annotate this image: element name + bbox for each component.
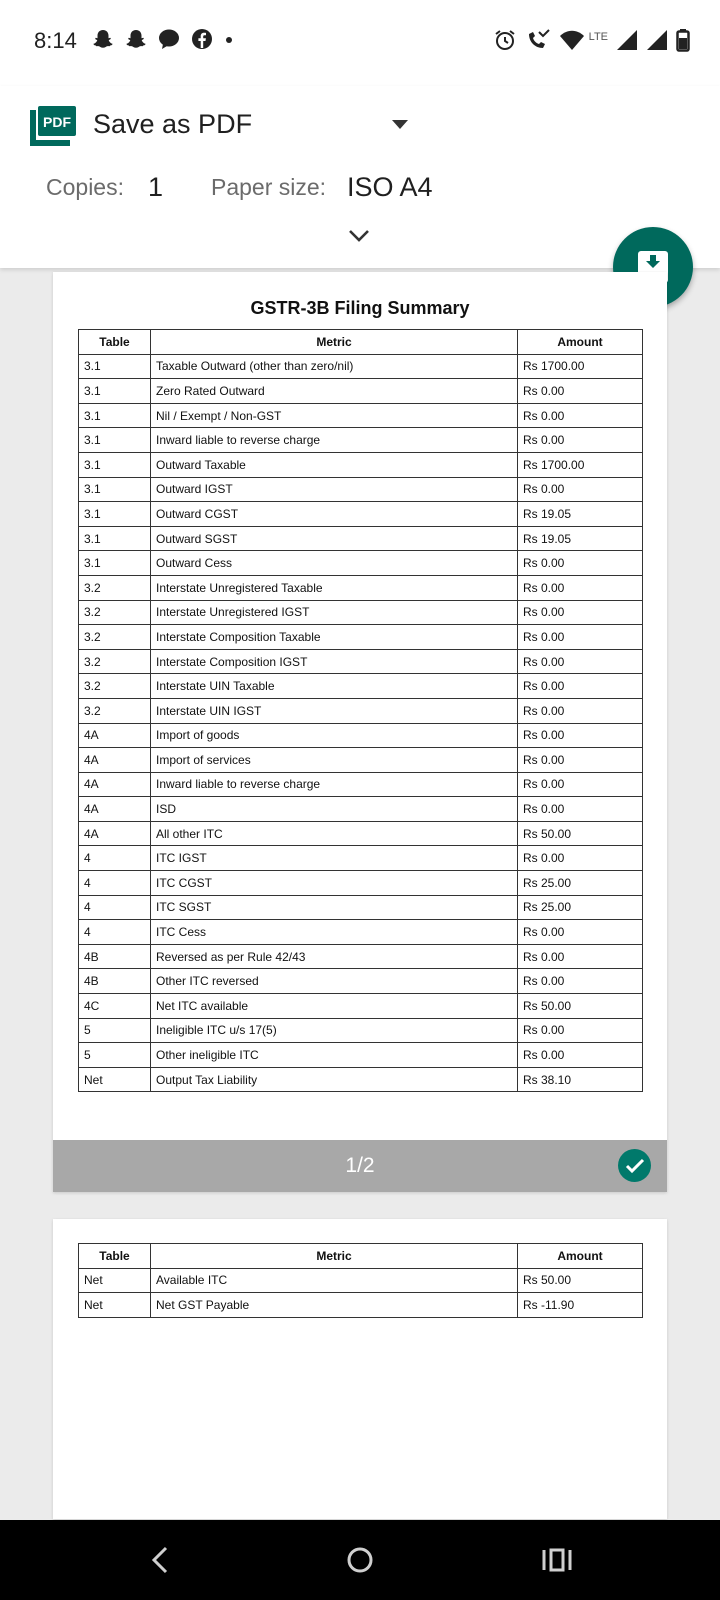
cell-amount: Rs 0.00 bbox=[518, 379, 643, 404]
cell-metric: Net GST Payable bbox=[151, 1293, 518, 1318]
table-row bbox=[79, 797, 643, 822]
table-row bbox=[79, 477, 643, 502]
cell-table: 3.1 bbox=[79, 452, 151, 477]
destination-select[interactable]: Save as PDF bbox=[93, 109, 253, 139]
cell-metric: ITC CGST bbox=[151, 871, 518, 896]
cell-metric: Zero Rated Outward bbox=[151, 379, 518, 404]
cell-table: 3.2 bbox=[79, 649, 151, 674]
alarm-icon bbox=[493, 28, 517, 57]
system-icons bbox=[493, 28, 690, 57]
navigation-bar bbox=[0, 1520, 720, 1600]
table-row bbox=[79, 379, 643, 404]
table-row bbox=[79, 625, 643, 650]
cell-table: 3.1 bbox=[79, 403, 151, 428]
cell-table: 4 bbox=[79, 920, 151, 945]
cell-amount: Rs 50.00 bbox=[518, 1268, 643, 1293]
table-row bbox=[79, 428, 643, 453]
table-row bbox=[79, 1293, 643, 1318]
cell-table: 5 bbox=[79, 1043, 151, 1068]
cell-table: 5 bbox=[79, 1018, 151, 1043]
table-row bbox=[79, 674, 643, 699]
table-row bbox=[79, 1018, 643, 1043]
cell-metric: Reversed as per Rule 42/43 bbox=[151, 944, 518, 969]
snapchat-icon bbox=[92, 28, 114, 55]
paper-size-select[interactable]: ISO A4 bbox=[347, 172, 433, 202]
cell-amount: Rs 25.00 bbox=[518, 895, 643, 920]
page-preview-1[interactable] bbox=[53, 272, 667, 1192]
cell-metric: Interstate Unregistered Taxable bbox=[151, 575, 518, 600]
cell-amount: Rs 0.00 bbox=[518, 428, 643, 453]
cell-metric: ITC IGST bbox=[151, 846, 518, 871]
cell-amount: Rs 0.00 bbox=[518, 1043, 643, 1068]
cell-amount: Rs 0.00 bbox=[518, 944, 643, 969]
table-row bbox=[79, 895, 643, 920]
cell-metric: ITC SGST bbox=[151, 895, 518, 920]
cell-table: 4B bbox=[79, 969, 151, 994]
column-header-amount: Amount bbox=[518, 1244, 643, 1269]
cell-metric: Interstate Composition IGST bbox=[151, 649, 518, 674]
table-row bbox=[79, 969, 643, 994]
cell-amount: Rs 0.00 bbox=[518, 625, 643, 650]
cell-table: 3.2 bbox=[79, 575, 151, 600]
cell-amount: Rs 0.00 bbox=[518, 969, 643, 994]
copies-field[interactable]: 1 bbox=[148, 172, 164, 202]
cell-amount: Rs 0.00 bbox=[518, 797, 643, 822]
cell-table: 4A bbox=[79, 821, 151, 846]
cell-amount: Rs 0.00 bbox=[518, 600, 643, 625]
cell-amount: Rs 0.00 bbox=[518, 403, 643, 428]
cell-table: 4C bbox=[79, 994, 151, 1019]
table-row bbox=[79, 1043, 643, 1068]
table-row bbox=[79, 403, 643, 428]
cell-metric: Outward SGST bbox=[151, 526, 518, 551]
cell-table: 3.1 bbox=[79, 526, 151, 551]
cell-metric: Interstate Unregistered IGST bbox=[151, 600, 518, 625]
status-time: 8:14 bbox=[34, 28, 77, 53]
cell-metric: Other ITC reversed bbox=[151, 969, 518, 994]
table-row bbox=[79, 354, 643, 379]
signal-icon bbox=[616, 29, 638, 56]
summary-table bbox=[78, 329, 643, 1092]
table-row bbox=[79, 600, 643, 625]
column-header-metric: Metric bbox=[151, 1244, 518, 1269]
table-row bbox=[79, 944, 643, 969]
cell-metric: Ineligible ITC u/s 17(5) bbox=[151, 1018, 518, 1043]
cell-amount: Rs 0.00 bbox=[518, 1018, 643, 1043]
cell-amount: Rs 0.00 bbox=[518, 723, 643, 748]
cell-table: Net bbox=[79, 1268, 151, 1293]
status-bar bbox=[0, 0, 720, 86]
cell-amount: Rs 1700.00 bbox=[518, 354, 643, 379]
cell-amount: Rs 0.00 bbox=[518, 772, 643, 797]
cell-metric: Interstate UIN IGST bbox=[151, 698, 518, 723]
cell-amount: Rs 0.00 bbox=[518, 674, 643, 699]
cell-table: 3.1 bbox=[79, 354, 151, 379]
cell-amount: Rs 25.00 bbox=[518, 871, 643, 896]
cell-table: Net bbox=[79, 1067, 151, 1092]
cell-amount: Rs 0.00 bbox=[518, 748, 643, 773]
cell-table: 4A bbox=[79, 723, 151, 748]
table-row bbox=[79, 502, 643, 527]
messenger-icon bbox=[158, 28, 180, 55]
wifi-icon bbox=[559, 28, 585, 57]
cell-amount: Rs 1700.00 bbox=[518, 452, 643, 477]
cell-amount: Rs -11.90 bbox=[518, 1293, 643, 1318]
summary-table-continued bbox=[78, 1243, 643, 1318]
cell-metric: Available ITC bbox=[151, 1268, 518, 1293]
copies-label: Copies: bbox=[46, 174, 124, 200]
table-row bbox=[79, 748, 643, 773]
cell-metric: Outward IGST bbox=[151, 477, 518, 502]
table-row bbox=[79, 723, 643, 748]
cell-table: Net bbox=[79, 1293, 151, 1318]
column-header-table: Table bbox=[79, 1244, 151, 1269]
cell-metric: All other ITC bbox=[151, 821, 518, 846]
cell-table: 3.1 bbox=[79, 551, 151, 576]
cell-metric: Inward liable to reverse charge bbox=[151, 772, 518, 797]
facebook-icon bbox=[191, 28, 213, 55]
table-row bbox=[79, 698, 643, 723]
cell-metric: Interstate UIN Taxable bbox=[151, 674, 518, 699]
cell-table: 3.1 bbox=[79, 502, 151, 527]
column-header-amount: Amount bbox=[518, 330, 643, 355]
cell-metric: Outward CGST bbox=[151, 502, 518, 527]
cell-amount: Rs 0.00 bbox=[518, 920, 643, 945]
lte-label: LTE bbox=[588, 30, 608, 43]
dropdown-arrow-icon[interactable] bbox=[392, 120, 408, 129]
table-row bbox=[79, 772, 643, 797]
snapchat-icon bbox=[125, 28, 147, 55]
cell-amount: Rs 0.00 bbox=[518, 649, 643, 674]
cell-metric: ISD bbox=[151, 797, 518, 822]
pdf-destination-icon bbox=[30, 106, 76, 151]
cell-table: 4 bbox=[79, 871, 151, 896]
table-row bbox=[79, 871, 643, 896]
cell-table: 3.2 bbox=[79, 625, 151, 650]
signal-icon bbox=[646, 29, 668, 56]
cell-amount: Rs 50.00 bbox=[518, 821, 643, 846]
notification-icons bbox=[92, 28, 234, 55]
cell-metric: Nil / Exempt / Non-GST bbox=[151, 403, 518, 428]
table-header-row bbox=[79, 1244, 643, 1269]
page-selected-check-icon[interactable] bbox=[618, 1149, 651, 1182]
column-header-table: Table bbox=[79, 330, 151, 355]
page-preview-2[interactable] bbox=[53, 1219, 667, 1519]
cell-metric: Inward liable to reverse charge bbox=[151, 428, 518, 453]
cell-table: 3.2 bbox=[79, 698, 151, 723]
cell-metric: Outward Cess bbox=[151, 551, 518, 576]
cell-metric: Interstate Composition Taxable bbox=[151, 625, 518, 650]
table-row bbox=[79, 920, 643, 945]
cell-table: 4B bbox=[79, 944, 151, 969]
cell-table: 4 bbox=[79, 846, 151, 871]
cell-amount: Rs 19.05 bbox=[518, 526, 643, 551]
table-row bbox=[79, 994, 643, 1019]
cell-amount: Rs 38.10 bbox=[518, 1067, 643, 1092]
cell-table: 3.1 bbox=[79, 477, 151, 502]
cell-table: 4A bbox=[79, 772, 151, 797]
cell-table: 4A bbox=[79, 797, 151, 822]
table-header-row bbox=[79, 330, 643, 355]
table-row bbox=[79, 551, 643, 576]
table-row bbox=[79, 452, 643, 477]
page-status-bar bbox=[53, 1140, 667, 1192]
table-row bbox=[79, 821, 643, 846]
table-row bbox=[79, 1067, 643, 1092]
cell-metric: Net ITC available bbox=[151, 994, 518, 1019]
cell-table: 3.2 bbox=[79, 674, 151, 699]
recents-icon[interactable] bbox=[540, 1540, 574, 1585]
cell-metric: Import of services bbox=[151, 748, 518, 773]
column-header-metric: Metric bbox=[151, 330, 518, 355]
cell-metric: Import of goods bbox=[151, 723, 518, 748]
cell-amount: Rs 0.00 bbox=[518, 575, 643, 600]
cell-amount: Rs 19.05 bbox=[518, 502, 643, 527]
cell-metric: Other ineligible ITC bbox=[151, 1043, 518, 1068]
back-icon[interactable] bbox=[148, 1540, 172, 1585]
battery-icon bbox=[676, 28, 690, 57]
expand-options-chevron-icon[interactable] bbox=[348, 229, 370, 248]
cell-table: 3.1 bbox=[79, 428, 151, 453]
document-title: GSTR-3B Filing Summary bbox=[250, 298, 470, 318]
table-row bbox=[79, 1268, 643, 1293]
cell-amount: Rs 50.00 bbox=[518, 994, 643, 1019]
table-row bbox=[79, 526, 643, 551]
home-icon[interactable] bbox=[340, 1540, 380, 1585]
cell-table: 4A bbox=[79, 748, 151, 773]
cell-amount: Rs 0.00 bbox=[518, 551, 643, 576]
cell-metric: Outward Taxable bbox=[151, 452, 518, 477]
cell-metric: Taxable Outward (other than zero/nil) bbox=[151, 354, 518, 379]
cell-table: 4 bbox=[79, 895, 151, 920]
paper-size-label: Paper size: bbox=[211, 174, 327, 200]
table-row bbox=[79, 575, 643, 600]
svg-text:PDF: PDF bbox=[43, 114, 71, 130]
more-dot-icon bbox=[224, 28, 234, 55]
cell-amount: Rs 0.00 bbox=[518, 477, 643, 502]
cell-amount: Rs 0.00 bbox=[518, 698, 643, 723]
cell-metric: Output Tax Liability bbox=[151, 1067, 518, 1092]
cell-amount: Rs 0.00 bbox=[518, 846, 643, 871]
wifi-call-icon bbox=[525, 28, 551, 57]
table-row bbox=[79, 649, 643, 674]
table-row bbox=[79, 846, 643, 871]
cell-table: 3.1 bbox=[79, 379, 151, 404]
cell-table: 3.2 bbox=[79, 600, 151, 625]
cell-metric: ITC Cess bbox=[151, 920, 518, 945]
page-indicator: 1/2 bbox=[345, 1154, 375, 1177]
